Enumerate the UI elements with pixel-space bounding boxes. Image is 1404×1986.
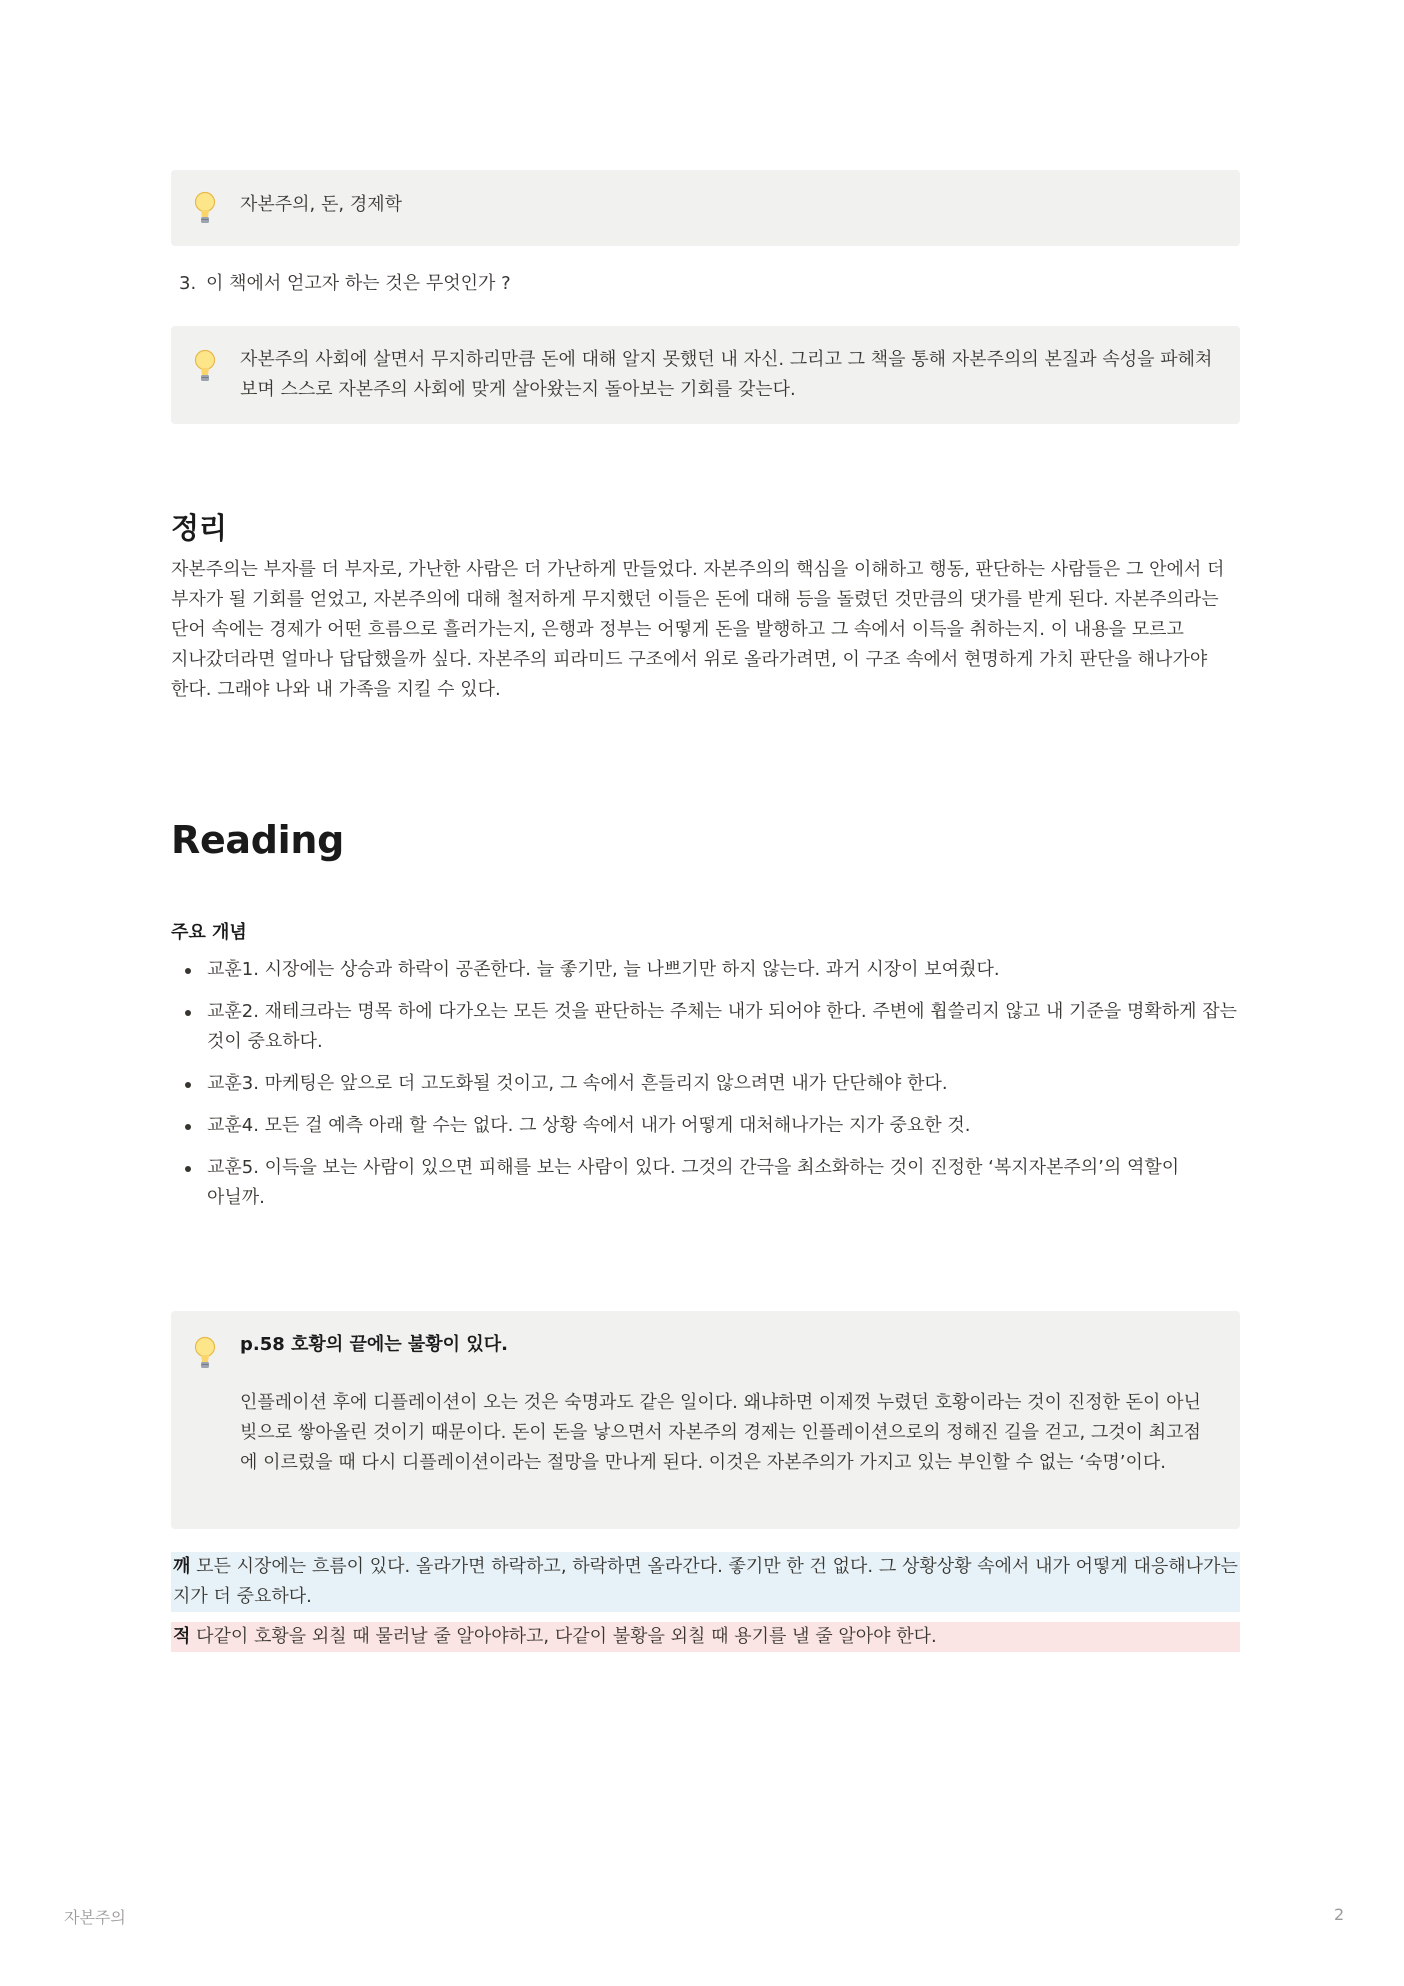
numbered-item: [179, 270, 511, 298]
list-item: 교훈3. 마케팅은 앞으로 더 고도화될 것이고, 그 속에서 흔들리지 않으려면 내가 단단해야 한다.: [171, 1069, 1240, 1099]
note-text: 다같이 호황을 외칠 때 물러날 줄 알아야하고, 다같이 불황을 외칠 때 용기를 낼 줄 알아야 한다.: [196, 1626, 937, 1647]
reading-heading: Reading: [171, 818, 345, 862]
callout-quote: [171, 1311, 1240, 1529]
callout-keywords: [171, 170, 1240, 246]
callout-text: 자본주의 사회에 살면서 무지하리만큼 돈에 대해 알지 못했던 내 자신. 그리고 그 책을 통해 자본주의의 본질과 속성을 파헤쳐보며 스스로 자본주의 사회에 맞게 살아왔는지 돌아보는 기회를 갖는다.: [240, 349, 1213, 400]
footer-title: 자본주의: [64, 1908, 126, 1927]
key-concepts-heading: 주요 개념: [171, 922, 247, 943]
note-label: 깨: [173, 1556, 191, 1577]
note-kkae: [171, 1552, 1240, 1612]
item-number: 3.: [179, 273, 197, 294]
lessons-list: [171, 955, 1240, 1225]
bullet-dot: [185, 1166, 191, 1172]
page-number: 2: [1334, 1905, 1345, 1924]
lightbulb-icon: [193, 1335, 217, 1371]
bullet-dot: [185, 968, 191, 974]
callout-goal: [171, 326, 1240, 424]
lightbulb-icon: [193, 190, 217, 226]
callout-text: 자본주의, 돈, 경제학: [240, 194, 402, 215]
bullet-dot: [185, 1010, 191, 1016]
list-item: 교훈4. 모든 걸 예측 아래 할 수는 없다. 그 상황 속에서 내가 어떻게 대처해나가는 지가 중요한 것.: [171, 1111, 1240, 1141]
note-label: 적: [173, 1626, 191, 1647]
note-text: 모든 시장에는 흐름이 있다. 올라가면 하락하고, 하락하면 올라간다. 좋기만 한 건 없다. 그 상황상황 속에서 내가 어떻게 대응해나가는 지가 더 중요하다.: [173, 1556, 1238, 1607]
item-text: 이 책에서 얻고자 하는 것은 무엇인가 ?: [206, 273, 511, 294]
summary-heading: 정리: [171, 511, 228, 545]
list-item: 교훈2. 재테크라는 명목 하에 다가오는 모든 것을 판단하는 주체는 내가 되어야 한다. 주변에 휩쓸리지 않고 내 기준을 명확하게 잡는 것이 중요하다.: [171, 997, 1240, 1057]
callout-text: 인플레이션 후에 디플레이션이 오는 것은 숙명과도 같은 일이다. 왜냐하면 이제껏 누렸던 호황이라는 것이 진정한 돈이 아닌 빚으로 쌓아올린 것이기 때문이다. 돈이 돈을 낳으면서 자본주의 경제는 인플레이션으로의 정해진 길을 걷고, 그것이 최고점에 이르렀을 때 다시 디플레이션이라는 절망을 만나게 된다. 이것은 자본주의가 가지고 있는 부인할 수 없는 ‘숙명’이다.: [240, 1392, 1201, 1473]
lightbulb-icon: [193, 348, 217, 384]
bullet-dot: [185, 1082, 191, 1088]
summary-paragraph: 자본주의는 부자를 더 부자로, 가난한 사람은 더 가난하게 만들었다. 자본주의의 핵심을 이해하고 행동, 판단하는 사람들은 그 안에서 더 부자가 될 기회를 얻었고, 자본주의에 대해 철저하게 무지했던 이들은 돈에 대해 등을 돌렸던 것만큼의 댓가를 받게 된다. 자본주의라는 단어 속에는 경제가 어떤 흐름으로 흘러가는지, 은행과 정부는 어떻게 돈을 발행하고 그 속에서 이득을 취하는지. 이 내용을 모르고 지나갔더라면 얼마나 답답했을까 싶다. 자본주의 피라미드 구조에서 위로 올라가려면, 이 구조 속에서 현명하게 가치 판단을 해나가야 한다. 그래야 나와 내 가족을 지킬 수 있다.: [171, 559, 1225, 700]
callout-title: p.58 호황의 끝에는 불황이 있다.: [240, 1334, 508, 1355]
list-item: 교훈1. 시장에는 상승과 하락이 공존한다. 늘 좋기만, 늘 나쁘기만 하지 않는다. 과거 시장이 보여줬다.: [171, 955, 1240, 985]
list-item: 교훈5. 이득을 보는 사람이 있으면 피해를 보는 사람이 있다. 그것의 간극을 최소화하는 것이 진정한 ‘복지자본주의’의 역할이 아닐까.: [171, 1153, 1240, 1213]
bullet-dot: [185, 1124, 191, 1130]
note-jeok: [171, 1622, 1240, 1652]
